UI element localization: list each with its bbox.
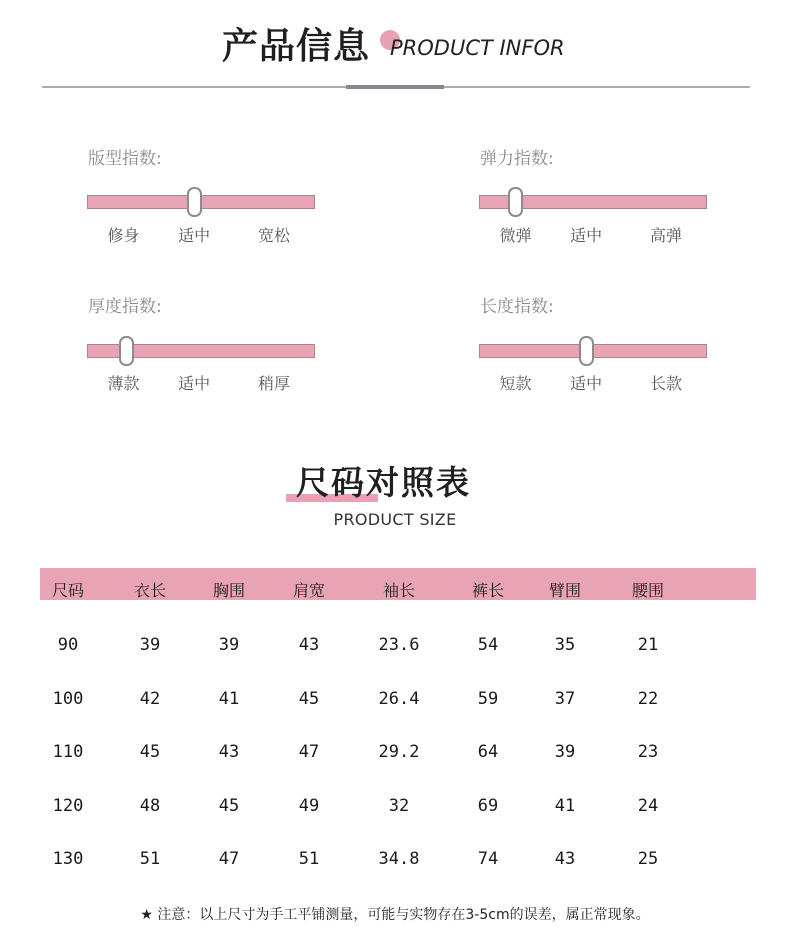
table-header-cell: 袖长	[382, 581, 416, 600]
metric-label: 版型指数:	[88, 149, 162, 169]
table-cell: 110	[52, 742, 84, 762]
table-cell: 49	[298, 796, 320, 816]
table-cell: 23	[637, 742, 659, 762]
note-text: 注意：以上尺寸为手工平铺测量，可能与实物存在3-5cm的误差，属正常现象。	[157, 907, 650, 923]
table-cell: 25	[637, 849, 659, 869]
table-cell: 41	[554, 796, 576, 816]
size-chart-subtitle: PRODUCT SIZE	[333, 510, 457, 529]
table-cell: 45	[218, 796, 240, 816]
table-cell: 39	[139, 635, 161, 655]
slider-tick-label: 薄款	[107, 374, 140, 393]
table-cell: 32	[388, 796, 410, 816]
slider-knob	[119, 336, 134, 366]
slider-tick-label: 适中	[178, 226, 211, 245]
slider-tick-label: 适中	[570, 226, 603, 245]
table-cell: 34.8	[378, 849, 420, 869]
table-header-cell: 臂围	[548, 581, 582, 600]
slider-tick-label: 稍厚	[257, 374, 290, 393]
slider-tick-label: 短款	[499, 374, 532, 393]
table-cell: 29.2	[378, 742, 420, 762]
table-cell: 74	[477, 849, 499, 869]
table-header-cell: 腰围	[631, 581, 665, 600]
table-cell: 51	[298, 849, 320, 869]
star-icon: ★	[140, 907, 153, 923]
table-cell: 23.6	[378, 635, 420, 655]
table-cell: 42	[139, 689, 161, 709]
measurement-note	[0, 905, 790, 925]
table-cell: 47	[218, 849, 240, 869]
table-header-cell: 裤长	[471, 581, 505, 600]
slider-knob	[187, 187, 202, 217]
table-cell: 22	[637, 689, 659, 709]
table-cell: 51	[139, 849, 161, 869]
table-cell: 47	[298, 742, 320, 762]
slider-tick-label: 适中	[570, 374, 603, 393]
table-cell: 26.4	[378, 689, 420, 709]
metric-label: 长度指数:	[480, 297, 554, 317]
table-cell: 37	[554, 689, 576, 709]
metric-label: 厚度指数:	[88, 297, 162, 317]
slider-knob	[579, 336, 594, 366]
table-cell: 48	[139, 796, 161, 816]
table-cell: 45	[298, 689, 320, 709]
table-cell: 39	[218, 635, 240, 655]
table-cell: 120	[52, 796, 84, 816]
table-cell: 43	[554, 849, 576, 869]
table-cell: 130	[52, 849, 84, 869]
size-chart-title: 尺码对照表	[296, 463, 471, 502]
table-cell: 45	[139, 742, 161, 762]
table-cell: 64	[477, 742, 499, 762]
table-cell: 100	[52, 689, 84, 709]
product-info-title: 产品信息	[222, 26, 371, 67]
table-cell: 24	[637, 796, 659, 816]
table-header-cell: 胸围	[212, 581, 246, 600]
table-cell: 54	[477, 635, 499, 655]
table-cell: 69	[477, 796, 499, 816]
table-cell: 21	[637, 635, 659, 655]
metric-label: 弹力指数:	[480, 149, 554, 169]
table-cell: 43	[218, 742, 240, 762]
slider-tick-label: 微弹	[499, 226, 532, 245]
table-header-cell: 衣长	[133, 581, 167, 600]
table-cell: 59	[477, 689, 499, 709]
slider-tick-label: 适中	[178, 374, 211, 393]
table-cell: 41	[218, 689, 240, 709]
product-info-subtitle: PRODUCT INFOR	[390, 36, 565, 60]
table-header-cell: 尺码	[51, 581, 85, 600]
slider-knob	[508, 187, 523, 217]
header-divider-highlight	[346, 85, 444, 89]
table-cell: 90	[57, 635, 79, 655]
table-cell: 39	[554, 742, 576, 762]
slider-tick-label: 修身	[107, 226, 140, 245]
slider-tick-label: 宽松	[257, 226, 290, 245]
slider-tick-label: 长款	[649, 374, 682, 393]
table-cell: 43	[298, 635, 320, 655]
slider-tick-label: 高弹	[649, 226, 682, 245]
table-header-cell: 肩宽	[292, 581, 326, 600]
table-cell: 35	[554, 635, 576, 655]
